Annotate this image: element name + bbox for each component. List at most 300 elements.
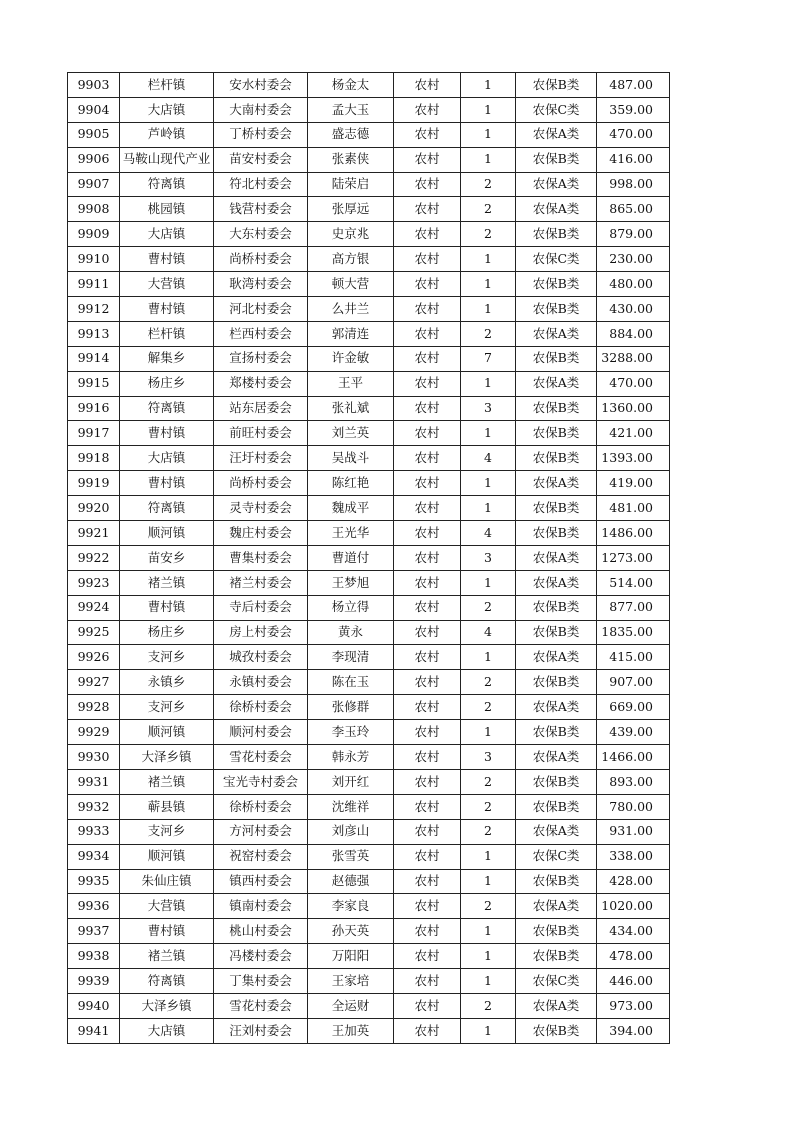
cell-area: 农村 — [394, 844, 461, 869]
cell-village: 永镇村委会 — [214, 670, 308, 695]
cell-name: 么井兰 — [308, 297, 394, 322]
cell-area: 农村 — [394, 894, 461, 919]
cell-town: 大店镇 — [120, 222, 214, 247]
cell-category: 农保A类 — [516, 570, 597, 595]
cell-area: 农村 — [394, 421, 461, 446]
cell-amount: 780.00 — [597, 794, 670, 819]
cell-name: 李现清 — [308, 645, 394, 670]
cell-town: 大泽乡镇 — [120, 745, 214, 770]
cell-category: 农保B类 — [516, 720, 597, 745]
cell-town: 曹村镇 — [120, 297, 214, 322]
cell-category: 农保B类 — [516, 794, 597, 819]
cell-amount: 1360.00 — [597, 396, 670, 421]
cell-id: 9919 — [68, 471, 120, 496]
cell-amount: 394.00 — [597, 1018, 670, 1043]
cell-id: 9935 — [68, 869, 120, 894]
cell-town: 苗安乡 — [120, 545, 214, 570]
cell-category: 农保B类 — [516, 421, 597, 446]
cell-amount: 446.00 — [597, 969, 670, 994]
cell-village: 镇南村委会 — [214, 894, 308, 919]
cell-town: 朱仙庄镇 — [120, 869, 214, 894]
cell-name: 王平 — [308, 371, 394, 396]
cell-count: 3 — [461, 545, 516, 570]
cell-village: 大南村委会 — [214, 97, 308, 122]
cell-area: 农村 — [394, 521, 461, 546]
cell-id: 9918 — [68, 446, 120, 471]
cell-town: 支河乡 — [120, 695, 214, 720]
cell-area: 农村 — [394, 1018, 461, 1043]
cell-category: 农保C类 — [516, 97, 597, 122]
cell-id: 9928 — [68, 695, 120, 720]
cell-id: 9941 — [68, 1018, 120, 1043]
cell-village: 镇西村委会 — [214, 869, 308, 894]
cell-count: 1 — [461, 272, 516, 297]
cell-village: 城孜村委会 — [214, 645, 308, 670]
cell-amount: 877.00 — [597, 595, 670, 620]
cell-amount: 430.00 — [597, 297, 670, 322]
cell-category: 农保A类 — [516, 321, 597, 346]
table-row — [68, 396, 670, 421]
table-row — [68, 1018, 670, 1043]
cell-amount: 907.00 — [597, 670, 670, 695]
cell-id: 9922 — [68, 545, 120, 570]
cell-id: 9909 — [68, 222, 120, 247]
table-row — [68, 346, 670, 371]
cell-village: 雪花村委会 — [214, 745, 308, 770]
cell-village: 钱营村委会 — [214, 197, 308, 222]
cell-count: 2 — [461, 794, 516, 819]
cell-town: 褚兰镇 — [120, 944, 214, 969]
cell-area: 农村 — [394, 371, 461, 396]
cell-area: 农村 — [394, 819, 461, 844]
cell-area: 农村 — [394, 247, 461, 272]
cell-town: 曹村镇 — [120, 421, 214, 446]
cell-village: 雪花村委会 — [214, 993, 308, 1018]
cell-amount: 481.00 — [597, 496, 670, 521]
cell-area: 农村 — [394, 645, 461, 670]
cell-town: 栏杆镇 — [120, 73, 214, 98]
cell-amount: 478.00 — [597, 944, 670, 969]
cell-category: 农保B类 — [516, 869, 597, 894]
cell-town: 曹村镇 — [120, 247, 214, 272]
cell-area: 农村 — [394, 769, 461, 794]
cell-name: 万阳阳 — [308, 944, 394, 969]
cell-area: 农村 — [394, 321, 461, 346]
cell-count: 1 — [461, 421, 516, 446]
cell-name: 高方银 — [308, 247, 394, 272]
table-row — [68, 570, 670, 595]
cell-name: 杨立得 — [308, 595, 394, 620]
cell-name: 张雪英 — [308, 844, 394, 869]
cell-name: 许金敏 — [308, 346, 394, 371]
cell-count: 2 — [461, 222, 516, 247]
cell-area: 农村 — [394, 869, 461, 894]
cell-name: 李家良 — [308, 894, 394, 919]
cell-name: 全运财 — [308, 993, 394, 1018]
cell-village: 魏庄村委会 — [214, 521, 308, 546]
cell-category: 农保A类 — [516, 172, 597, 197]
cell-amount: 487.00 — [597, 73, 670, 98]
cell-count: 1 — [461, 247, 516, 272]
cell-town: 大店镇 — [120, 97, 214, 122]
cell-village: 徐桥村委会 — [214, 695, 308, 720]
cell-area: 农村 — [394, 496, 461, 521]
cell-count: 7 — [461, 346, 516, 371]
cell-name: 张素侠 — [308, 147, 394, 172]
cell-count: 2 — [461, 819, 516, 844]
cell-name: 赵德强 — [308, 869, 394, 894]
table-row — [68, 371, 670, 396]
table-row — [68, 73, 670, 98]
cell-count: 1 — [461, 122, 516, 147]
cell-village: 丁集村委会 — [214, 969, 308, 994]
table-row — [68, 919, 670, 944]
cell-area: 农村 — [394, 122, 461, 147]
cell-count: 1 — [461, 969, 516, 994]
cell-village: 灵寺村委会 — [214, 496, 308, 521]
table-row — [68, 272, 670, 297]
cell-village: 苗安村委会 — [214, 147, 308, 172]
cell-count: 2 — [461, 894, 516, 919]
cell-village: 汪圩村委会 — [214, 446, 308, 471]
cell-category: 农保A类 — [516, 695, 597, 720]
cell-name: 张礼斌 — [308, 396, 394, 421]
cell-area: 农村 — [394, 944, 461, 969]
table-row — [68, 122, 670, 147]
table-row — [68, 645, 670, 670]
cell-town: 马鞍山现代产业 — [120, 147, 214, 172]
cell-category: 农保A类 — [516, 819, 597, 844]
cell-count: 1 — [461, 944, 516, 969]
cell-area: 农村 — [394, 446, 461, 471]
cell-town: 顺河镇 — [120, 720, 214, 745]
cell-area: 农村 — [394, 745, 461, 770]
table-row — [68, 894, 670, 919]
cell-town: 曹村镇 — [120, 471, 214, 496]
table-row — [68, 670, 670, 695]
cell-name: 黄永 — [308, 620, 394, 645]
data-table — [67, 72, 670, 1044]
cell-amount: 865.00 — [597, 197, 670, 222]
cell-area: 农村 — [394, 670, 461, 695]
cell-amount: 415.00 — [597, 645, 670, 670]
table-row — [68, 297, 670, 322]
table-row — [68, 222, 670, 247]
cell-village: 冯楼村委会 — [214, 944, 308, 969]
cell-id: 9908 — [68, 197, 120, 222]
cell-village: 方河村委会 — [214, 819, 308, 844]
cell-village: 汪刘村委会 — [214, 1018, 308, 1043]
cell-id: 9906 — [68, 147, 120, 172]
table-row — [68, 147, 670, 172]
cell-amount: 669.00 — [597, 695, 670, 720]
cell-name: 陆荣启 — [308, 172, 394, 197]
cell-village: 宣扬村委会 — [214, 346, 308, 371]
cell-town: 蕲县镇 — [120, 794, 214, 819]
cell-name: 刘开红 — [308, 769, 394, 794]
cell-count: 1 — [461, 645, 516, 670]
cell-name: 王光华 — [308, 521, 394, 546]
cell-count: 3 — [461, 745, 516, 770]
cell-amount: 359.00 — [597, 97, 670, 122]
cell-count: 1 — [461, 97, 516, 122]
cell-amount: 338.00 — [597, 844, 670, 869]
cell-id: 9917 — [68, 421, 120, 446]
cell-count: 1 — [461, 73, 516, 98]
cell-id: 9939 — [68, 969, 120, 994]
cell-village: 河北村委会 — [214, 297, 308, 322]
cell-count: 2 — [461, 197, 516, 222]
table-row — [68, 819, 670, 844]
cell-town: 大营镇 — [120, 272, 214, 297]
table-row — [68, 496, 670, 521]
cell-amount: 1466.00 — [597, 745, 670, 770]
cell-id: 9914 — [68, 346, 120, 371]
table-row — [68, 769, 670, 794]
cell-area: 农村 — [394, 222, 461, 247]
cell-town: 芦岭镇 — [120, 122, 214, 147]
cell-town: 曹村镇 — [120, 595, 214, 620]
cell-category: 农保B类 — [516, 496, 597, 521]
cell-area: 农村 — [394, 73, 461, 98]
cell-amount: 931.00 — [597, 819, 670, 844]
cell-amount: 884.00 — [597, 321, 670, 346]
cell-id: 9934 — [68, 844, 120, 869]
cell-village: 符北村委会 — [214, 172, 308, 197]
cell-count: 3 — [461, 396, 516, 421]
cell-amount: 470.00 — [597, 371, 670, 396]
cell-village: 桃山村委会 — [214, 919, 308, 944]
cell-count: 2 — [461, 172, 516, 197]
cell-area: 农村 — [394, 720, 461, 745]
cell-id: 9923 — [68, 570, 120, 595]
cell-name: 孙天英 — [308, 919, 394, 944]
table-row — [68, 595, 670, 620]
table-row — [68, 620, 670, 645]
cell-category: 农保B类 — [516, 147, 597, 172]
cell-count: 1 — [461, 1018, 516, 1043]
cell-amount: 470.00 — [597, 122, 670, 147]
cell-area: 农村 — [394, 172, 461, 197]
cell-count: 1 — [461, 147, 516, 172]
cell-name: 陈红艳 — [308, 471, 394, 496]
cell-village: 房上村委会 — [214, 620, 308, 645]
cell-amount: 514.00 — [597, 570, 670, 595]
cell-area: 农村 — [394, 993, 461, 1018]
cell-town: 解集乡 — [120, 346, 214, 371]
cell-amount: 893.00 — [597, 769, 670, 794]
table-row — [68, 446, 670, 471]
cell-name: 顿大营 — [308, 272, 394, 297]
cell-area: 农村 — [394, 346, 461, 371]
cell-id: 9915 — [68, 371, 120, 396]
cell-id: 9930 — [68, 745, 120, 770]
cell-area: 农村 — [394, 396, 461, 421]
cell-name: 曹道付 — [308, 545, 394, 570]
cell-area: 农村 — [394, 570, 461, 595]
cell-name: 王加英 — [308, 1018, 394, 1043]
cell-category: 农保B类 — [516, 297, 597, 322]
cell-count: 2 — [461, 993, 516, 1018]
table-row — [68, 471, 670, 496]
cell-count: 2 — [461, 769, 516, 794]
cell-name: 孟大玉 — [308, 97, 394, 122]
cell-count: 4 — [461, 446, 516, 471]
cell-count: 1 — [461, 919, 516, 944]
cell-id: 9926 — [68, 645, 120, 670]
cell-id: 9903 — [68, 73, 120, 98]
cell-id: 9904 — [68, 97, 120, 122]
cell-category: 农保B类 — [516, 620, 597, 645]
cell-amount: 879.00 — [597, 222, 670, 247]
cell-count: 1 — [461, 496, 516, 521]
cell-amount: 230.00 — [597, 247, 670, 272]
cell-town: 大店镇 — [120, 446, 214, 471]
table-row — [68, 794, 670, 819]
cell-amount: 419.00 — [597, 471, 670, 496]
cell-id: 9911 — [68, 272, 120, 297]
cell-category: 农保B类 — [516, 670, 597, 695]
cell-category: 农保B类 — [516, 944, 597, 969]
cell-area: 农村 — [394, 545, 461, 570]
cell-name: 张厚远 — [308, 197, 394, 222]
cell-village: 顺河村委会 — [214, 720, 308, 745]
cell-area: 农村 — [394, 919, 461, 944]
table-row — [68, 321, 670, 346]
cell-count: 2 — [461, 321, 516, 346]
cell-name: 张修群 — [308, 695, 394, 720]
cell-count: 1 — [461, 371, 516, 396]
cell-village: 安水村委会 — [214, 73, 308, 98]
cell-amount: 1486.00 — [597, 521, 670, 546]
cell-id: 9932 — [68, 794, 120, 819]
cell-category: 农保A类 — [516, 745, 597, 770]
table-row — [68, 844, 670, 869]
table-row — [68, 869, 670, 894]
cell-area: 农村 — [394, 471, 461, 496]
cell-village: 前旺村委会 — [214, 421, 308, 446]
cell-count: 4 — [461, 521, 516, 546]
cell-village: 寺后村委会 — [214, 595, 308, 620]
cell-count: 4 — [461, 620, 516, 645]
cell-id: 9936 — [68, 894, 120, 919]
cell-count: 1 — [461, 720, 516, 745]
cell-area: 农村 — [394, 595, 461, 620]
cell-town: 顺河镇 — [120, 844, 214, 869]
cell-count: 2 — [461, 695, 516, 720]
cell-category: 农保B类 — [516, 396, 597, 421]
cell-village: 郑楼村委会 — [214, 371, 308, 396]
table-row — [68, 521, 670, 546]
cell-area: 农村 — [394, 97, 461, 122]
cell-id: 9905 — [68, 122, 120, 147]
cell-village: 栏西村委会 — [214, 321, 308, 346]
cell-category: 农保B类 — [516, 769, 597, 794]
cell-name: 沈维祥 — [308, 794, 394, 819]
cell-id: 9929 — [68, 720, 120, 745]
cell-count: 1 — [461, 471, 516, 496]
cell-name: 郭清连 — [308, 321, 394, 346]
cell-name: 王梦旭 — [308, 570, 394, 595]
cell-category: 农保B类 — [516, 346, 597, 371]
cell-amount: 998.00 — [597, 172, 670, 197]
cell-amount: 416.00 — [597, 147, 670, 172]
cell-town: 永镇乡 — [120, 670, 214, 695]
cell-amount: 1020.00 — [597, 894, 670, 919]
cell-town: 杨庄乡 — [120, 371, 214, 396]
cell-category: 农保A类 — [516, 545, 597, 570]
cell-name: 李玉玲 — [308, 720, 394, 745]
cell-village: 宝光寺村委会 — [214, 769, 308, 794]
cell-id: 9920 — [68, 496, 120, 521]
cell-amount: 3288.00 — [597, 346, 670, 371]
table-row — [68, 545, 670, 570]
cell-area: 农村 — [394, 695, 461, 720]
cell-town: 符离镇 — [120, 496, 214, 521]
cell-town: 栏杆镇 — [120, 321, 214, 346]
cell-category: 农保C类 — [516, 247, 597, 272]
table-row — [68, 993, 670, 1018]
table-row — [68, 944, 670, 969]
table-row — [68, 695, 670, 720]
cell-category: 农保B类 — [516, 595, 597, 620]
cell-category: 农保B类 — [516, 272, 597, 297]
cell-town: 大泽乡镇 — [120, 993, 214, 1018]
cell-town: 支河乡 — [120, 645, 214, 670]
cell-town: 支河乡 — [120, 819, 214, 844]
cell-category: 农保C类 — [516, 969, 597, 994]
cell-category: 农保A类 — [516, 122, 597, 147]
cell-name: 盛志德 — [308, 122, 394, 147]
table-row — [68, 421, 670, 446]
cell-village: 尚桥村委会 — [214, 471, 308, 496]
cell-amount: 480.00 — [597, 272, 670, 297]
cell-category: 农保B类 — [516, 1018, 597, 1043]
cell-amount: 1273.00 — [597, 545, 670, 570]
cell-village: 祝窑村委会 — [214, 844, 308, 869]
table-body — [68, 73, 670, 1044]
cell-category: 农保B类 — [516, 446, 597, 471]
cell-id: 9907 — [68, 172, 120, 197]
cell-town: 符离镇 — [120, 396, 214, 421]
cell-town: 杨庄乡 — [120, 620, 214, 645]
cell-id: 9910 — [68, 247, 120, 272]
cell-id: 9913 — [68, 321, 120, 346]
cell-village: 褚兰村委会 — [214, 570, 308, 595]
cell-amount: 1393.00 — [597, 446, 670, 471]
table-row — [68, 720, 670, 745]
cell-category: 农保B类 — [516, 73, 597, 98]
cell-amount: 434.00 — [597, 919, 670, 944]
table-row — [68, 745, 670, 770]
cell-village: 曹集村委会 — [214, 545, 308, 570]
cell-id: 9931 — [68, 769, 120, 794]
cell-name: 韩永芳 — [308, 745, 394, 770]
cell-name: 杨金太 — [308, 73, 394, 98]
table-row — [68, 197, 670, 222]
cell-area: 农村 — [394, 197, 461, 222]
cell-name: 魏成平 — [308, 496, 394, 521]
cell-category: 农保B类 — [516, 919, 597, 944]
cell-id: 9927 — [68, 670, 120, 695]
cell-town: 曹村镇 — [120, 919, 214, 944]
cell-count: 1 — [461, 570, 516, 595]
cell-category: 农保B类 — [516, 222, 597, 247]
cell-id: 9940 — [68, 993, 120, 1018]
cell-town: 符离镇 — [120, 969, 214, 994]
cell-count: 2 — [461, 595, 516, 620]
cell-town: 大营镇 — [120, 894, 214, 919]
